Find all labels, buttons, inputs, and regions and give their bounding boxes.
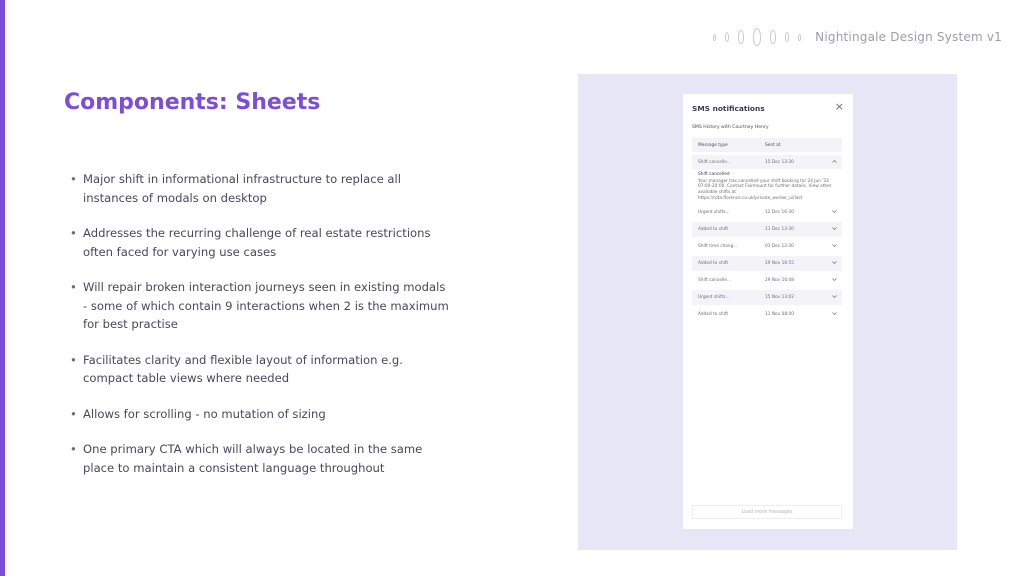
- sheet-title: SMS notifications: [692, 104, 765, 113]
- bullet-item: [70, 405, 450, 424]
- table-row[interactable]: [692, 290, 842, 304]
- chevron-down-icon[interactable]: [832, 294, 837, 299]
- bullet-dot-icon: •: [70, 406, 77, 421]
- table-row[interactable]: [692, 222, 842, 236]
- table-row[interactable]: [692, 205, 842, 219]
- bullet-text: Major shift in informational infrastructure to replace all instances of modals on desktop: [83, 172, 401, 205]
- chevron-down-icon[interactable]: [832, 226, 837, 231]
- message-detail-title: Shift cancelled: [698, 171, 730, 177]
- chevron-down-icon[interactable]: [832, 311, 837, 316]
- sent-at-cell: 15 Nov 13:02: [765, 295, 794, 300]
- brand-name: Nightingale Design System v1: [815, 30, 1002, 44]
- bullet-item: [70, 170, 450, 207]
- bullet-dot-icon: •: [70, 442, 77, 456]
- bullet-item: [70, 440, 450, 477]
- chevron-down-icon[interactable]: [832, 243, 837, 248]
- sent-at-cell: 29 Nov 16:55: [765, 261, 794, 267]
- table-row[interactable]: [692, 155, 842, 169]
- close-icon[interactable]: ×: [834, 100, 844, 113]
- sheet-subtitle: SMS History with Courtney Henry: [692, 125, 769, 130]
- sent-at-cell: 12 Dec 16:30: [765, 210, 794, 216]
- sent-at-cell: 15 Dec 13:30: [765, 159, 794, 165]
- bullet-text: Allows for scrolling - no mutation of sizing: [83, 406, 326, 421]
- chevron-up-icon[interactable]: [832, 159, 837, 164]
- page-title: Components: Sheets: [64, 90, 321, 115]
- table-header: [692, 138, 842, 152]
- bullet-text: Addresses the recurring challenge of real estate restrictions often faced for varying use cases: [83, 226, 431, 259]
- bullet-text: Will repair broken interaction journeys seen in existing modals - some of which contain 9 interactions when 2 is the maximum for best practise: [83, 280, 449, 331]
- load-more-button[interactable]: Load more messages: [692, 505, 842, 519]
- chevron-down-icon[interactable]: [832, 260, 837, 265]
- bullet-text: One primary CTA which will always be located in the same place to maintain a consistent language throughout: [83, 442, 423, 475]
- message-type-cell: Urgent shifts...: [698, 295, 730, 300]
- feather-icon: [713, 34, 716, 41]
- bullet-text: Facilitates clarity and flexible layout of information e.g. compact table views where needed: [83, 352, 403, 385]
- brand-header: [713, 28, 1002, 46]
- column-header-sent-at: Sent at: [765, 142, 781, 148]
- column-header-message-type: Message type: [698, 142, 728, 148]
- sent-at-cell: 11 Nov 08:00: [765, 311, 794, 317]
- sent-at-cell: 29 Nov 16:48: [765, 278, 794, 284]
- message-type-cell: Added to shift: [698, 227, 729, 233]
- bullet-dot-icon: •: [70, 280, 77, 294]
- message-type-cell: Shift cancelle...: [698, 159, 731, 165]
- table-row[interactable]: [692, 307, 842, 321]
- feather-icon: [725, 32, 729, 42]
- feather-icon: [785, 32, 789, 42]
- chevron-down-icon[interactable]: [832, 209, 837, 214]
- sms-notifications-sheet: [683, 94, 853, 529]
- chevron-down-icon[interactable]: [832, 277, 837, 282]
- bullet-item: [70, 224, 450, 261]
- table-row[interactable]: [692, 273, 842, 287]
- bullet-dot-icon: •: [70, 226, 77, 240]
- message-type-cell: Shift cancelle...: [698, 278, 731, 284]
- preview-panel: [578, 74, 957, 550]
- bullet-list: [70, 170, 450, 494]
- table-row[interactable]: [692, 239, 842, 253]
- sent-at-cell: 11 Dec 13:30: [765, 227, 794, 233]
- message-type-cell: Added to shift: [698, 261, 729, 267]
- message-detail-body: Your manager has cancelled your shift booking for 24 Jun '22 07:00-20:00. Contact Fairmount for further details. View other available shifts at https://rota.florence.co.uk/private_worker_ui/last: [698, 178, 832, 201]
- expanded-message-detail: [692, 170, 842, 202]
- accent-bar: [0, 0, 5, 576]
- bullet-item: [70, 351, 450, 388]
- feather-icon: [738, 30, 744, 44]
- bullet-dot-icon: •: [70, 352, 77, 367]
- message-type-cell: Shift time chang...: [698, 244, 738, 250]
- feather-icon: [770, 30, 776, 44]
- feather-icon: [753, 28, 761, 46]
- message-type-cell: Urgent shifts...: [698, 210, 730, 216]
- sent-at-cell: 01 Dec 12:30: [765, 244, 794, 250]
- message-type-cell: Added to shift: [698, 311, 729, 317]
- bullet-item: [70, 278, 450, 334]
- table-row[interactable]: [692, 256, 842, 270]
- bullet-dot-icon: •: [70, 172, 77, 186]
- feather-icon: [798, 34, 801, 41]
- brand-logo: [713, 28, 801, 46]
- sms-history-table: [692, 138, 842, 324]
